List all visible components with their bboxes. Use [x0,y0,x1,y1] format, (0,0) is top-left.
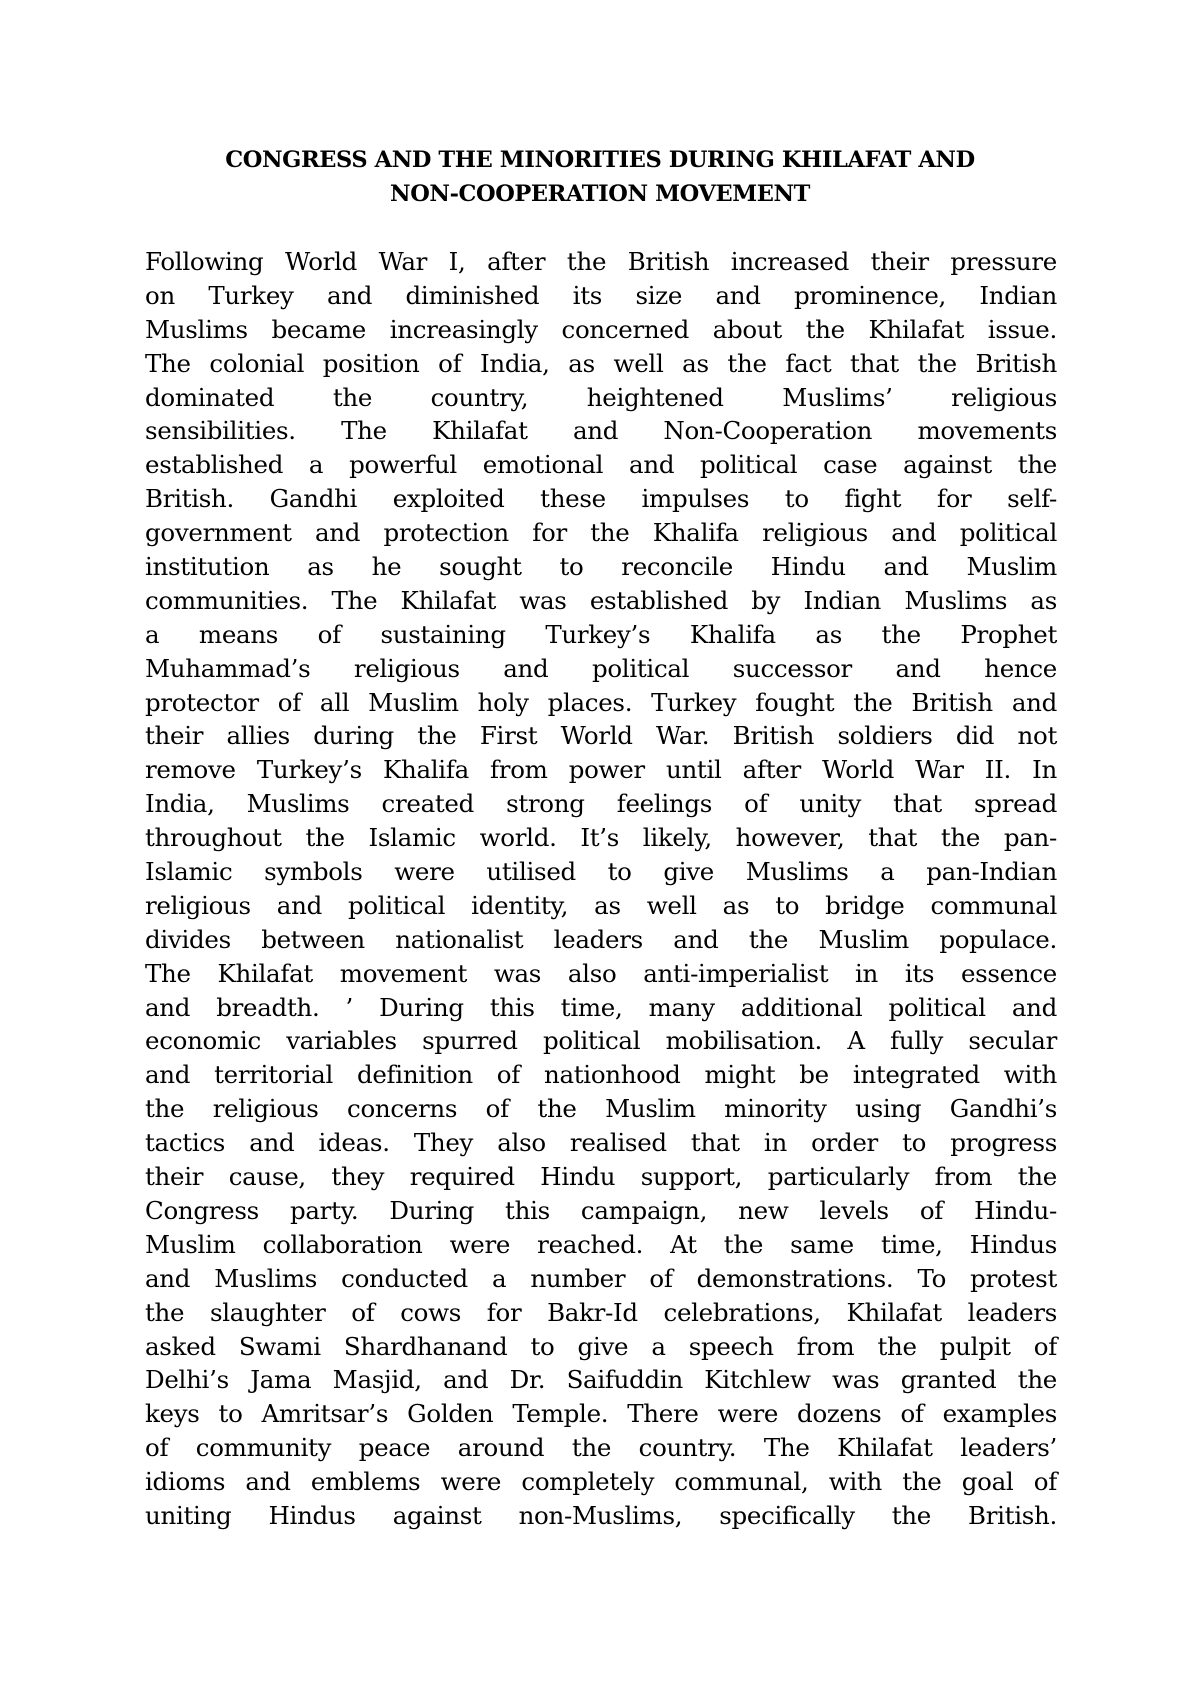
body-line: tactics and ideas. They also realised that in order to progress [145,1128,1057,1158]
body-line: the religious concerns of the Muslim minority using Gandhi’s [145,1094,1057,1124]
body-line: idioms and emblems were completely communal, with the goal of [145,1467,1057,1497]
body-line: and Muslims conducted a number of demonstrations. To protest [145,1263,1057,1293]
body-line: divides between nationalist leaders and the Muslim populace. [145,924,1057,954]
body-line: The Khilafat movement was also anti-imperialist in its essence [145,958,1057,988]
body-line: a means of sustaining Turkey’s Khalifa as the Prophet [145,619,1057,649]
body-line: the slaughter of cows for Bakr-Id celebrations, Khilafat leaders [145,1297,1057,1327]
body-line: Muhammad’s religious and political successor and hence [145,653,1057,683]
body-line: Muslims became increasingly concerned about the Khilafat issue. [145,314,1057,344]
body-line: asked Swami Shardhanand to give a speech from the pulpit of [145,1331,1057,1361]
body-line: India, Muslims created strong feelings of unity that spread [145,789,1057,819]
body-line: dominated the country, heightened Muslims’ religious [145,382,1057,412]
body-line: Delhi’s Jama Masjid, and Dr. Saifuddin Kitchlew was granted the [145,1365,1057,1395]
body-line: throughout the Islamic world. It’s likely, however, that the pan- [145,823,1057,853]
body-line: Following World War I, after the British increased their pressure [145,247,1057,276]
title-line: NON-COOPERATION MOVEMENT [390,181,810,207]
body-line: and territorial definition of nationhood might be integrated with [145,1060,1057,1090]
body-line: sensibilities. The Khilafat and Non-Cooperation movements [145,416,1057,446]
body-line: and breadth. ’ During this time, many additional political and [145,992,1057,1022]
body-line: institution as he sought to reconcile Hindu and Muslim [145,552,1057,582]
body-line: their allies during the First World War. British soldiers did not [145,721,1057,751]
body-line: protector of all Muslim holy places. Turkey fought the British and [145,687,1057,717]
body-paragraph [145,245,1057,1533]
body-line: of community peace around the country. The Khilafat leaders’ [145,1433,1057,1463]
body-line: The colonial position of India, as well as the fact that the British [145,348,1057,378]
body-line: Muslim collaboration were reached. At the same time, Hindus [145,1229,1057,1259]
body-line: their cause, they required Hindu support, particularly from the [145,1162,1057,1192]
page-title [140,143,1060,211]
body-line: remove Turkey’s Khalifa from power until after World War II. In [145,755,1057,785]
body-line: established a powerful emotional and political case against the [145,450,1057,480]
body-line: economic variables spurred political mobilisation. A fully secular [145,1026,1057,1056]
body-line: Islamic symbols were utilised to give Muslims a pan-Indian [145,857,1057,887]
body-line: communities. The Khilafat was established by Indian Muslims as [145,585,1057,615]
body-line: government and protection for the Khalifa religious and political [145,518,1057,548]
title-line: CONGRESS AND THE MINORITIES DURING KHILAFAT AND [225,147,975,173]
body-line: on Turkey and diminished its size and prominence, Indian [145,280,1057,310]
body-line: Congress party. During this campaign, new levels of Hindu- [145,1195,1057,1225]
body-line: British. Gandhi exploited these impulses to fight for self- [145,484,1057,514]
body-line: keys to Amritsar’s Golden Temple. There were dozens of examples [145,1399,1057,1429]
body-line: religious and political identity, as well as to bridge communal [145,890,1057,920]
body-line: uniting Hindus against non-Muslims, specifically the British. [145,1500,1057,1530]
